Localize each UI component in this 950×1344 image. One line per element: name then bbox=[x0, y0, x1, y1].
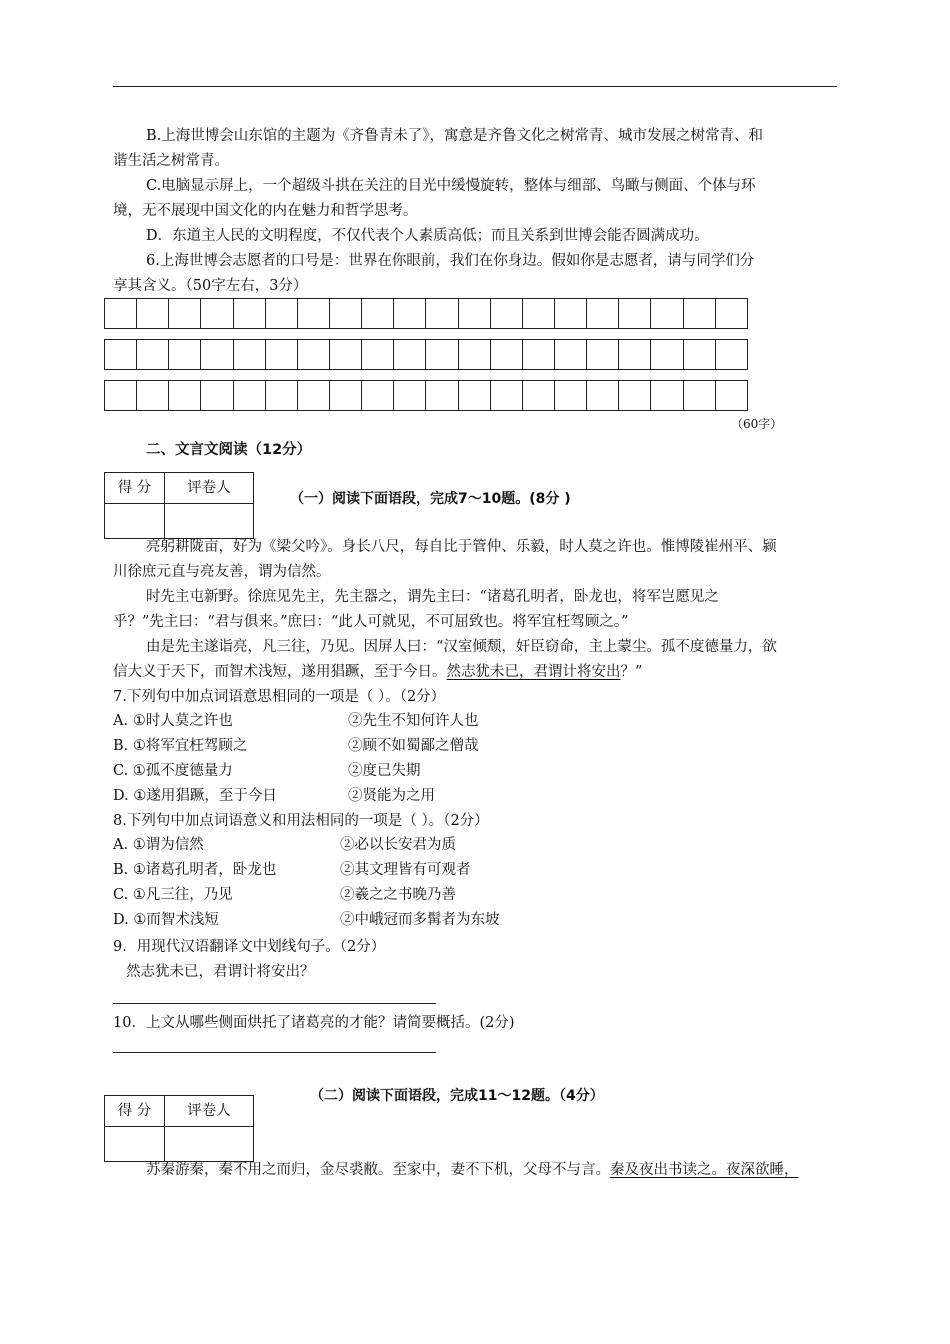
word-count-label: （60字） bbox=[731, 417, 783, 431]
score-label: 得 分 bbox=[105, 473, 165, 503]
score-box-2 bbox=[104, 1095, 254, 1162]
q8-option-a2: ②必以长安君为质 bbox=[340, 837, 456, 853]
passage1-p3-line1: 由是先主遂诣亮，凡三往，乃见。因屏人曰：“汉室倾颓，奸臣窃命，主上蒙尘。孤不度德量力，欲 bbox=[146, 639, 777, 655]
header-rule bbox=[113, 86, 837, 87]
writing-grid-row-2[interactable] bbox=[104, 339, 748, 370]
q7-option-a2: ②先生不知何许人也 bbox=[348, 713, 479, 729]
passage1-p3-line2-c: ？” bbox=[620, 664, 643, 680]
q8-option-d2: ②中峨冠而多髯者为东坡 bbox=[340, 912, 500, 928]
grader-cell-2[interactable] bbox=[165, 1127, 253, 1161]
grader-label-2: 评卷人 bbox=[187, 1103, 231, 1119]
q8-option-c2: ②羲之之书晚乃善 bbox=[340, 887, 456, 903]
passage2-underlined: 秦及夜出书读之。夜深欲睡， bbox=[610, 1162, 799, 1178]
part1-title: （一）阅读下面语段，完成7～10题。(8分 ) bbox=[290, 491, 571, 507]
score-label-2: 得 分 bbox=[105, 1096, 165, 1126]
q9-stem: 9．用现代汉语翻译文中划线句子。（2分） bbox=[113, 939, 386, 955]
q7-option-d1: D. ①遂用猖蹶，至于今日 bbox=[113, 788, 277, 804]
score-box-1 bbox=[104, 472, 254, 539]
passage1-p1-line1: 亮躬耕陇亩，好为《梁父吟》。身长八尺，每自比于管仲、乐毅，时人莫之许也。惟博陵崔州平、颍 bbox=[146, 539, 777, 555]
part2-title: （二）阅读下面语段，完成11～12题。（4分） bbox=[310, 1088, 604, 1104]
passage1-p1-line2: 川徐庶元直与亮友善，谓为信然。 bbox=[113, 564, 331, 580]
passage2-line1 bbox=[146, 1158, 799, 1182]
passage1-p3-line2-a: 信大义于天下，而智术浅短，遂用猖蹶，至于今日。 bbox=[113, 664, 447, 680]
q10-stem: 10．上文从哪些侧面烘托了诸葛亮的才能？请简要概括。(2分) bbox=[113, 1015, 515, 1031]
q6-stem-line1: 6.上海世博会志愿者的口号是：世界在你眼前，我们在你身边。假如你是志愿者，请与同学们分 bbox=[146, 253, 755, 269]
q8-stem: 8.下列句中加点词语意义和用法相同的一项是（ ）。（2分） bbox=[113, 813, 489, 829]
section-title: 二、文言文阅读（12分） bbox=[146, 442, 312, 458]
passage1-p3-line2 bbox=[113, 660, 642, 684]
q7-option-d2: ②贤能为之用 bbox=[348, 788, 435, 804]
q10-answer-line[interactable] bbox=[113, 1052, 436, 1053]
option-b-line1: B.上海世博会山东馆的主题为《齐鲁青未了》，寓意是齐鲁文化之树常青、城市发展之树常青、和 bbox=[146, 128, 764, 144]
option-d-line1: D．东道主人民的文明程度，不仅代表个人素质高低；而且关系到世博会能否圆满成功。 bbox=[146, 228, 709, 244]
q8-option-d1: D. ①而智术浅短 bbox=[113, 912, 219, 928]
passage1-p2-line2: 乎？”先主曰：“君与俱来。”庶曰：“此人可就见，不可屈致也。将军宜枉驾顾之。” bbox=[113, 614, 629, 630]
q9-sentence: 然志犹未已，君谓计将安出？ bbox=[126, 964, 315, 980]
option-c-line1: C.电脑显示屏上，一个超级斗拱在关注的目光中缓慢旋转，整体与细部、鸟瞰与侧面、个体与环 bbox=[146, 178, 756, 194]
q8-option-b1: B. ①诸葛孔明者，卧龙也 bbox=[113, 862, 277, 878]
passage2-line1-a: 苏秦游秦，秦不用之而归，金尽裘敝。至家中，妻不下机，父母不与言。 bbox=[146, 1162, 610, 1178]
q7-option-a1: A. ①时人莫之许也 bbox=[113, 713, 233, 729]
q8-option-c1: C. ①凡三往，乃见 bbox=[113, 887, 233, 903]
passage1-p2-line1: 时先主屯新野。徐庶见先主，先主器之，谓先主曰：“诸葛孔明者，卧龙也，将军岂愿见之 bbox=[146, 589, 719, 605]
grader-label: 评卷人 bbox=[187, 480, 231, 496]
q8-option-a1: A. ①谓为信然 bbox=[113, 837, 204, 853]
q8-option-b2: ②其文理皆有可观者 bbox=[340, 862, 471, 878]
grader-cell[interactable] bbox=[165, 504, 253, 538]
score-cell-2[interactable] bbox=[105, 1127, 165, 1161]
q7-option-b2: ②顾不如蜀鄙之僧哉 bbox=[348, 738, 479, 754]
option-b-line2: 谐生活之树常青。 bbox=[113, 153, 229, 169]
q7-option-c2: ②度已失期 bbox=[348, 763, 421, 779]
q6-stem-line2: 享其含义。（50字左右，3分） bbox=[113, 278, 308, 294]
writing-grid-row-3[interactable] bbox=[104, 380, 748, 411]
q7-stem: 7.下列句中加点词语意思相同的一项是（ ）。（2分） bbox=[113, 689, 446, 705]
q7-option-c1: C. ①孤不度德量力 bbox=[113, 763, 233, 779]
q7-option-b1: B. ①将军宜枉驾顾之 bbox=[113, 738, 248, 754]
underlined-sentence: 然志犹未已，君谓计将安出 bbox=[446, 664, 621, 680]
q9-answer-line[interactable] bbox=[113, 1003, 436, 1004]
option-c-line2: 境，无不展现中国文化的内在魅力和哲学思考。 bbox=[113, 203, 418, 219]
score-cell[interactable] bbox=[105, 504, 165, 538]
writing-grid-row-1[interactable] bbox=[104, 298, 748, 329]
